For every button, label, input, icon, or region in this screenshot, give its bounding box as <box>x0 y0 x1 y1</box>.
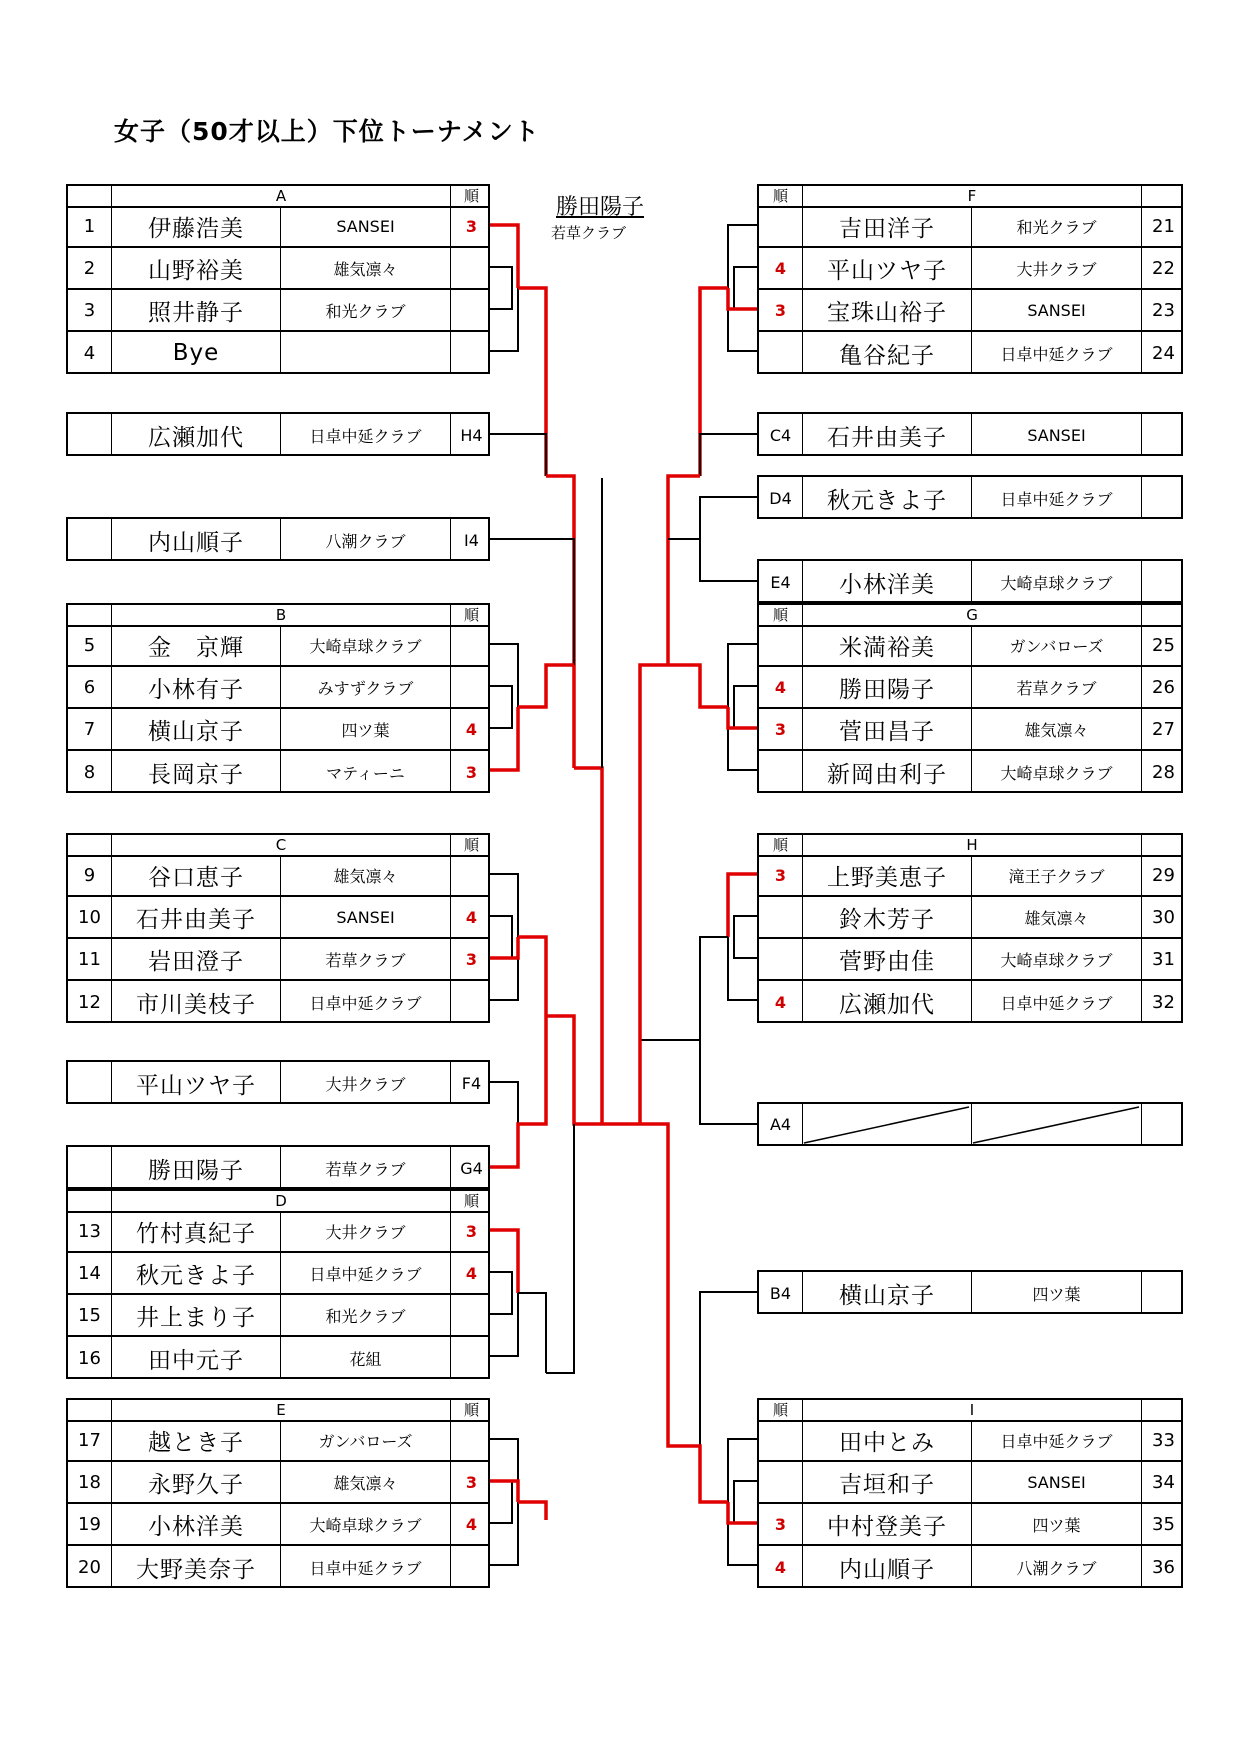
player-name: 谷口恵子 <box>111 855 280 895</box>
player-club: みすずクラブ <box>280 667 450 707</box>
player-name: 鈴木芳子 <box>802 897 971 937</box>
player-club: 大井クラブ <box>280 1211 450 1251</box>
player-club: 四ツ葉 <box>280 709 450 749</box>
seed-name: 秋元きよ子 <box>802 477 971 519</box>
seed-club: 若草クラブ <box>280 1147 450 1189</box>
player-row <box>759 206 1181 248</box>
player-row <box>759 939 1181 981</box>
group-table-h <box>757 833 1183 1023</box>
player-name: 米満裕美 <box>802 625 971 665</box>
player-rank: 3 <box>450 206 492 246</box>
seed-club: 日卓中延クラブ <box>280 414 450 456</box>
player-name: 新岡由利子 <box>802 751 971 793</box>
seed-blank <box>68 1062 111 1104</box>
player-rank: 4 <box>774 258 787 278</box>
seed-name: 小林洋美 <box>802 561 971 603</box>
header-cell <box>68 605 111 625</box>
player-name: 横山京子 <box>111 709 280 749</box>
player-rank: 3 <box>450 751 492 793</box>
seed-blank <box>1141 561 1185 603</box>
rank-header: 順 <box>450 1400 492 1420</box>
player-club: 大崎卓球クラブ <box>280 1504 450 1544</box>
player-num: 16 <box>78 1347 101 1369</box>
seed-code: A4 <box>769 1114 792 1134</box>
player-club: 雄気凛々 <box>280 1462 450 1502</box>
player-num: 31 <box>1141 939 1185 979</box>
player-rank <box>450 855 492 895</box>
player-club: SANSEI <box>280 206 450 246</box>
player-rank: 3 <box>450 1462 492 1502</box>
player-rank: 4 <box>450 709 492 749</box>
player-num: 30 <box>1141 897 1185 937</box>
player-num: 11 <box>78 948 101 970</box>
seed-name: 勝田陽子 <box>111 1147 280 1189</box>
player-num: 23 <box>1141 290 1185 330</box>
seed-code: C4 <box>769 425 792 445</box>
player-rank <box>759 625 802 665</box>
group-table-g <box>757 603 1183 793</box>
header-cell <box>68 1191 111 1211</box>
player-num: 3 <box>83 299 96 321</box>
player-name: Bye <box>111 332 280 374</box>
seed-box-a4 <box>757 1102 1183 1146</box>
player-num: 26 <box>1141 667 1185 707</box>
empty-slot-slash <box>759 1104 1185 1146</box>
player-club: 日卓中延クラブ <box>280 1546 450 1588</box>
player-row <box>68 1504 488 1546</box>
player-num: 5 <box>83 634 96 656</box>
player-num: 9 <box>83 864 96 886</box>
group-header <box>759 835 1181 857</box>
player-club <box>280 332 450 374</box>
player-row <box>68 1211 488 1253</box>
player-name: 永野久子 <box>111 1462 280 1502</box>
player-name: 照井静子 <box>111 290 280 330</box>
seed-blank <box>1141 1272 1185 1314</box>
player-rank <box>759 897 802 937</box>
group-table-c <box>66 833 490 1023</box>
player-name: 小林洋美 <box>111 1504 280 1544</box>
group-table-e <box>66 1398 490 1588</box>
player-club: SANSEI <box>971 1462 1141 1502</box>
rank-header: 順 <box>450 1191 492 1211</box>
player-row <box>759 667 1181 709</box>
header-cell <box>68 835 111 855</box>
player-row <box>68 290 488 332</box>
player-num: 1 <box>83 215 96 237</box>
header-cell <box>1141 835 1185 855</box>
player-name: 大野美奈子 <box>111 1546 280 1588</box>
player-rank <box>450 1420 492 1460</box>
group-label: H <box>802 835 1141 855</box>
seed-row <box>68 519 488 561</box>
group-label: B <box>111 605 450 625</box>
player-club: 和光クラブ <box>280 290 450 330</box>
group-header <box>68 186 488 208</box>
seed-box-b4 <box>757 1270 1183 1314</box>
player-rank <box>759 1420 802 1460</box>
player-club: 日卓中延クラブ <box>971 332 1141 374</box>
group-label: F <box>802 186 1141 206</box>
group-label: G <box>802 605 1141 625</box>
seed-name: 内山順子 <box>111 519 280 561</box>
player-name: 市川美枝子 <box>111 981 280 1023</box>
player-row <box>759 1420 1181 1462</box>
player-club: 日卓中延クラブ <box>971 981 1141 1023</box>
player-row <box>68 751 488 793</box>
player-rank: 3 <box>774 1514 787 1534</box>
player-club: 大井クラブ <box>971 248 1141 288</box>
player-row <box>68 939 488 981</box>
player-num: 24 <box>1141 332 1185 374</box>
rank-header: 順 <box>450 186 492 206</box>
player-num: 32 <box>1141 981 1185 1023</box>
header-cell <box>68 1400 111 1420</box>
seed-row <box>68 1062 488 1104</box>
player-row <box>68 248 488 290</box>
player-num: 28 <box>1141 751 1185 793</box>
group-header <box>759 186 1181 208</box>
player-club: 雄気凛々 <box>971 897 1141 937</box>
player-row <box>68 332 488 374</box>
player-rank: 4 <box>774 1557 787 1577</box>
player-club: 和光クラブ <box>280 1295 450 1335</box>
player-rank: 3 <box>774 300 787 320</box>
player-row <box>759 248 1181 290</box>
player-club: 雄気凛々 <box>280 855 450 895</box>
player-num: 21 <box>1141 206 1185 246</box>
player-name: 岩田澄子 <box>111 939 280 979</box>
player-row <box>759 332 1181 374</box>
player-row <box>68 206 488 248</box>
player-name: 金 京輝 <box>111 625 280 665</box>
player-rank: 4 <box>450 1504 492 1544</box>
header-cell <box>1141 186 1185 206</box>
player-row <box>68 1253 488 1295</box>
player-row <box>759 625 1181 667</box>
group-label: D <box>111 1191 450 1211</box>
group-label: I <box>802 1400 1141 1420</box>
champion-club: 若草クラブ <box>551 224 627 242</box>
player-rank <box>450 981 492 1023</box>
seed-code: I4 <box>450 519 492 561</box>
rank-header: 順 <box>772 605 788 624</box>
group-table-d <box>66 1189 490 1379</box>
player-row <box>759 1504 1181 1546</box>
player-row <box>68 1462 488 1504</box>
player-name: 内山順子 <box>802 1546 971 1588</box>
player-name: 亀谷紀子 <box>802 332 971 374</box>
player-club: 四ツ葉 <box>971 1504 1141 1544</box>
player-num: 36 <box>1141 1546 1185 1588</box>
seed-code: F4 <box>450 1062 492 1104</box>
player-club: マティーニ <box>280 751 450 793</box>
player-num: 14 <box>78 1262 101 1284</box>
player-name: 小林有子 <box>111 667 280 707</box>
player-rank: 4 <box>450 1253 492 1293</box>
player-club: 日卓中延クラブ <box>280 1253 450 1293</box>
player-rank: 4 <box>774 677 787 697</box>
player-row <box>759 1546 1181 1588</box>
player-club: 雄気凛々 <box>280 248 450 288</box>
seed-box-g4 <box>66 1145 490 1189</box>
seed-box-f4 <box>66 1060 490 1104</box>
player-row <box>759 1462 1181 1504</box>
group-header <box>68 605 488 627</box>
player-row <box>759 897 1181 939</box>
group-table-b <box>66 603 490 793</box>
player-rank <box>450 290 492 330</box>
seed-code: D4 <box>769 488 792 508</box>
player-name: 広瀬加代 <box>802 981 971 1023</box>
seed-row <box>759 477 1181 519</box>
player-num: 7 <box>83 718 96 740</box>
player-row <box>759 751 1181 793</box>
player-num: 13 <box>78 1220 101 1242</box>
player-rank: 3 <box>450 939 492 979</box>
group-header <box>68 1400 488 1422</box>
seed-club: 八潮クラブ <box>280 519 450 561</box>
seed-blank <box>68 414 111 456</box>
player-rank: 3 <box>774 865 787 885</box>
seed-club: 大崎卓球クラブ <box>971 561 1141 603</box>
player-num: 25 <box>1141 625 1185 665</box>
player-rank: 4 <box>774 992 787 1012</box>
player-club: SANSEI <box>971 290 1141 330</box>
seed-blank <box>1141 477 1185 519</box>
player-num: 27 <box>1141 709 1185 749</box>
player-club: 日卓中延クラブ <box>280 981 450 1023</box>
player-name: 秋元きよ子 <box>111 1253 280 1293</box>
group-header <box>68 835 488 857</box>
player-row <box>68 1337 488 1379</box>
seed-club: SANSEI <box>971 414 1141 456</box>
player-name: 中村登美子 <box>802 1504 971 1544</box>
seed-blank <box>68 1147 111 1189</box>
header-cell <box>1141 1400 1185 1420</box>
player-num: 15 <box>78 1304 101 1326</box>
seed-name: 石井由美子 <box>802 414 971 456</box>
group-label: C <box>111 835 450 855</box>
player-rank <box>450 1337 492 1379</box>
player-rank <box>450 332 492 374</box>
player-name: 長岡京子 <box>111 751 280 793</box>
player-club: 若草クラブ <box>971 667 1141 707</box>
rank-header: 順 <box>772 186 788 205</box>
player-num: 6 <box>83 676 96 698</box>
player-club: 八潮クラブ <box>971 1546 1141 1588</box>
seed-blank <box>68 519 111 561</box>
seed-row <box>759 561 1181 603</box>
seed-row <box>68 414 488 456</box>
player-row <box>759 290 1181 332</box>
seed-box-d4 <box>757 475 1183 519</box>
page-title: 女子（50才以上）下位トーナメント <box>114 117 540 146</box>
rank-header: 順 <box>450 605 492 625</box>
player-num: 29 <box>1141 855 1185 895</box>
seed-name: 平山ツヤ子 <box>111 1062 280 1104</box>
champion-name: 勝田陽子 <box>556 195 645 220</box>
seed-row <box>759 414 1181 456</box>
player-row <box>68 1546 488 1588</box>
rank-header: 順 <box>772 1400 788 1419</box>
player-club: ガンバローズ <box>280 1420 450 1460</box>
player-rank: 3 <box>450 1211 492 1251</box>
player-club: 和光クラブ <box>971 206 1141 246</box>
player-num: 20 <box>78 1556 101 1578</box>
player-rank <box>759 751 802 793</box>
seed-club: 日卓中延クラブ <box>971 477 1141 519</box>
player-name: 吉田洋子 <box>802 206 971 246</box>
player-name: 勝田陽子 <box>802 667 971 707</box>
player-name: 田中元子 <box>111 1337 280 1379</box>
player-num: 2 <box>83 257 96 279</box>
group-label: A <box>111 186 450 206</box>
group-header <box>759 1400 1181 1422</box>
rank-header: 順 <box>772 835 788 854</box>
player-club: 花組 <box>280 1337 450 1379</box>
player-row <box>759 709 1181 751</box>
seed-row <box>68 1147 488 1189</box>
player-num: 18 <box>78 1471 101 1493</box>
player-rank: 4 <box>450 897 492 937</box>
player-club: 大崎卓球クラブ <box>280 625 450 665</box>
rank-header: 順 <box>450 835 492 855</box>
player-name: 伊藤浩美 <box>111 206 280 246</box>
player-num: 12 <box>78 991 101 1013</box>
seed-code: H4 <box>450 414 492 456</box>
seed-name: 横山京子 <box>802 1272 971 1314</box>
header-cell <box>68 186 111 206</box>
player-row <box>68 1295 488 1337</box>
group-header <box>759 605 1181 627</box>
player-name: 宝珠山裕子 <box>802 290 971 330</box>
player-rank: 3 <box>774 719 787 739</box>
player-rank <box>450 1295 492 1335</box>
player-name: 吉垣和子 <box>802 1462 971 1502</box>
player-row <box>68 625 488 667</box>
seed-box-c4 <box>757 412 1183 456</box>
player-rank <box>450 248 492 288</box>
player-num: 34 <box>1141 1462 1185 1502</box>
group-table-i <box>757 1398 1183 1588</box>
header-cell <box>1141 605 1185 625</box>
player-rank <box>450 1546 492 1588</box>
seed-box-e4 <box>757 559 1183 603</box>
seed-name: 広瀬加代 <box>111 414 280 456</box>
player-rank <box>759 939 802 979</box>
player-num: 33 <box>1141 1420 1185 1460</box>
player-club: 雄気凛々 <box>971 709 1141 749</box>
player-club: 大崎卓球クラブ <box>971 939 1141 979</box>
seed-blank <box>1141 414 1185 456</box>
player-rank <box>450 667 492 707</box>
player-row <box>68 667 488 709</box>
player-row <box>68 897 488 939</box>
player-row <box>68 709 488 751</box>
seed-code: E4 <box>770 572 791 592</box>
player-row <box>759 981 1181 1023</box>
player-name: 菅田昌子 <box>802 709 971 749</box>
player-num: 22 <box>1141 248 1185 288</box>
player-rank <box>759 1462 802 1502</box>
seed-club: 大井クラブ <box>280 1062 450 1104</box>
player-name: 越とき子 <box>111 1420 280 1460</box>
player-row <box>68 981 488 1023</box>
player-num: 35 <box>1141 1504 1185 1544</box>
player-name: 菅野由佳 <box>802 939 971 979</box>
player-rank <box>450 625 492 665</box>
player-club: SANSEI <box>280 897 450 937</box>
player-num: 19 <box>78 1513 101 1535</box>
group-table-f <box>757 184 1183 374</box>
seed-code: B4 <box>769 1283 792 1303</box>
player-num: 10 <box>78 906 101 928</box>
player-rank <box>759 206 802 246</box>
player-name: 平山ツヤ子 <box>802 248 971 288</box>
player-name: 山野裕美 <box>111 248 280 288</box>
group-label: E <box>111 1400 450 1420</box>
player-name: 井上まり子 <box>111 1295 280 1335</box>
player-rank <box>759 332 802 374</box>
player-num: 4 <box>83 342 96 364</box>
group-header <box>68 1191 488 1213</box>
seed-box-i4 <box>66 517 490 561</box>
player-name: 竹村真紀子 <box>111 1211 280 1251</box>
player-club: 滝王子クラブ <box>971 855 1141 895</box>
seed-club: 四ツ葉 <box>971 1272 1141 1314</box>
player-row <box>68 1420 488 1462</box>
player-club: 大崎卓球クラブ <box>971 751 1141 793</box>
player-name: 上野美恵子 <box>802 855 971 895</box>
player-num: 17 <box>78 1429 101 1451</box>
player-club: 日卓中延クラブ <box>971 1420 1141 1460</box>
player-num: 8 <box>83 761 96 783</box>
group-table-a <box>66 184 490 374</box>
player-name: 田中とみ <box>802 1420 971 1460</box>
seed-box-h4 <box>66 412 490 456</box>
player-club: ガンバローズ <box>971 625 1141 665</box>
player-row <box>759 855 1181 897</box>
seed-row <box>759 1272 1181 1314</box>
player-club: 若草クラブ <box>280 939 450 979</box>
seed-code: G4 <box>450 1147 492 1189</box>
player-row <box>68 855 488 897</box>
player-name: 石井由美子 <box>111 897 280 937</box>
